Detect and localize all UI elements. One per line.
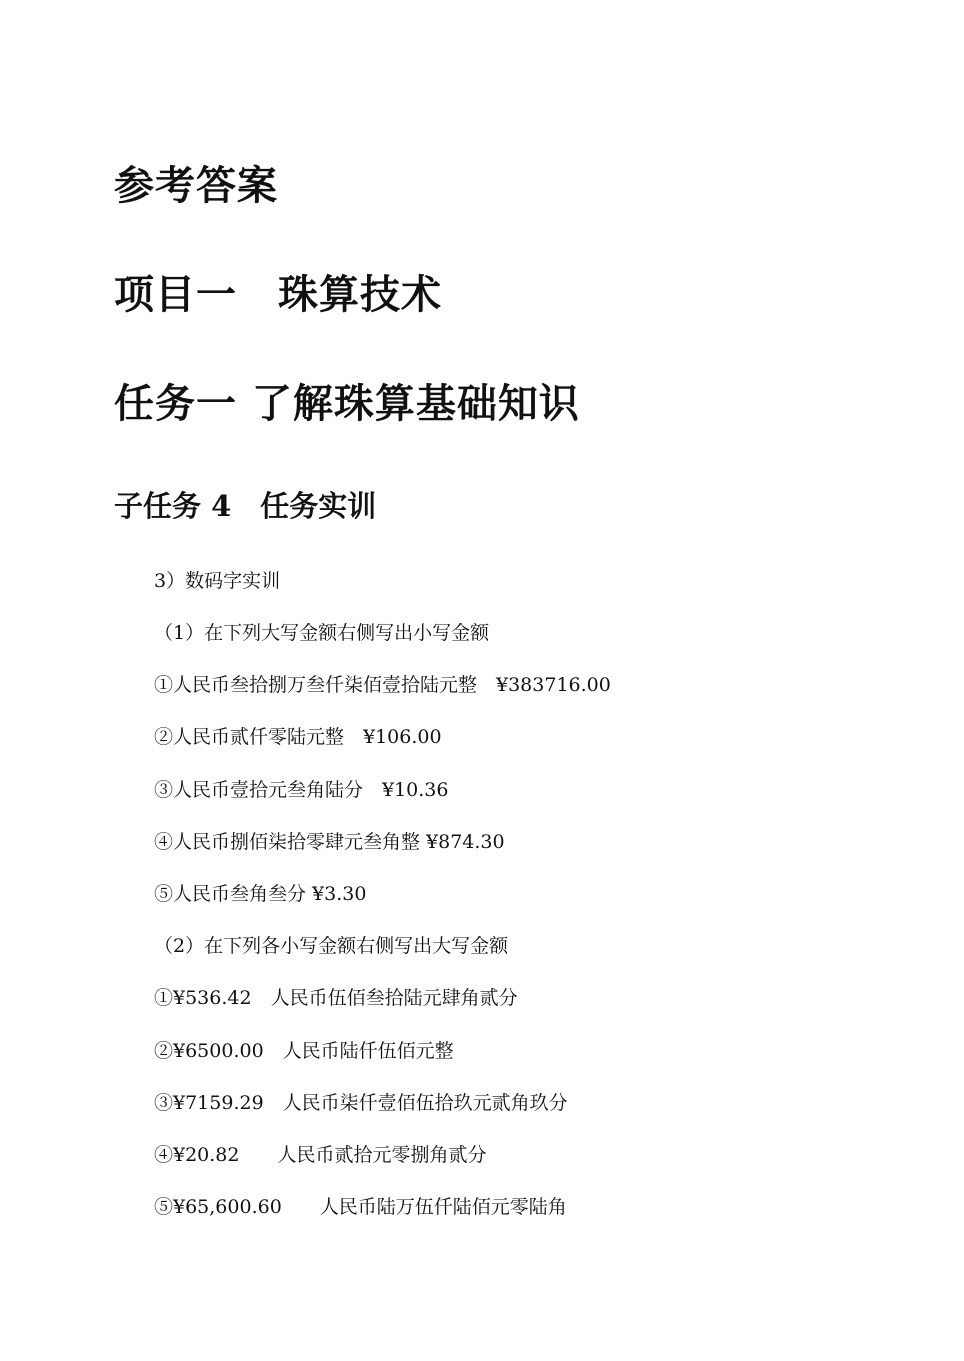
part2-item: ①¥536.42 人民币伍佰叁拾陆元肆角贰分	[154, 987, 518, 1009]
part1-instruction: （1）在下列大写金额右侧写出小写金额	[154, 622, 490, 644]
part2-instruction: （2）在下列各小写金额右侧写出大写金额	[154, 935, 509, 957]
part1-item: ①人民币叁拾捌万叁仟柒佰壹拾陆元整 ¥383716.00	[154, 674, 611, 696]
part2-item: ④¥20.82 人民币贰拾元零捌角贰分	[154, 1144, 487, 1166]
answer-title: 参考答案	[114, 162, 278, 209]
task-title: 任务一 了解珠算基础知识	[114, 380, 580, 427]
subtask-title: 子任务 4 任务实训	[114, 489, 377, 523]
section-digits-heading: 3）数码字实训	[154, 570, 281, 592]
project-title: 项目一 珠算技术	[114, 271, 442, 318]
part1-item: ⑤人民币叁角叁分 ¥3.30	[154, 883, 367, 905]
part1-item: ②人民币贰仟零陆元整 ¥106.00	[154, 726, 442, 748]
part1-item: ③人民币壹拾元叁角陆分 ¥10.36	[154, 779, 449, 801]
part2-item: ⑤¥65,600.60 人民币陆万伍仟陆佰元零陆角	[154, 1196, 567, 1218]
part2-item: ②¥6500.00 人民币陆仟伍佰元整	[154, 1040, 454, 1062]
part2-item: ③¥7159.29 人民币柒仟壹佰伍拾玖元贰角玖分	[154, 1092, 568, 1114]
part1-item: ④人民币捌佰柒拾零肆元叁角整 ¥874.30	[154, 831, 505, 853]
